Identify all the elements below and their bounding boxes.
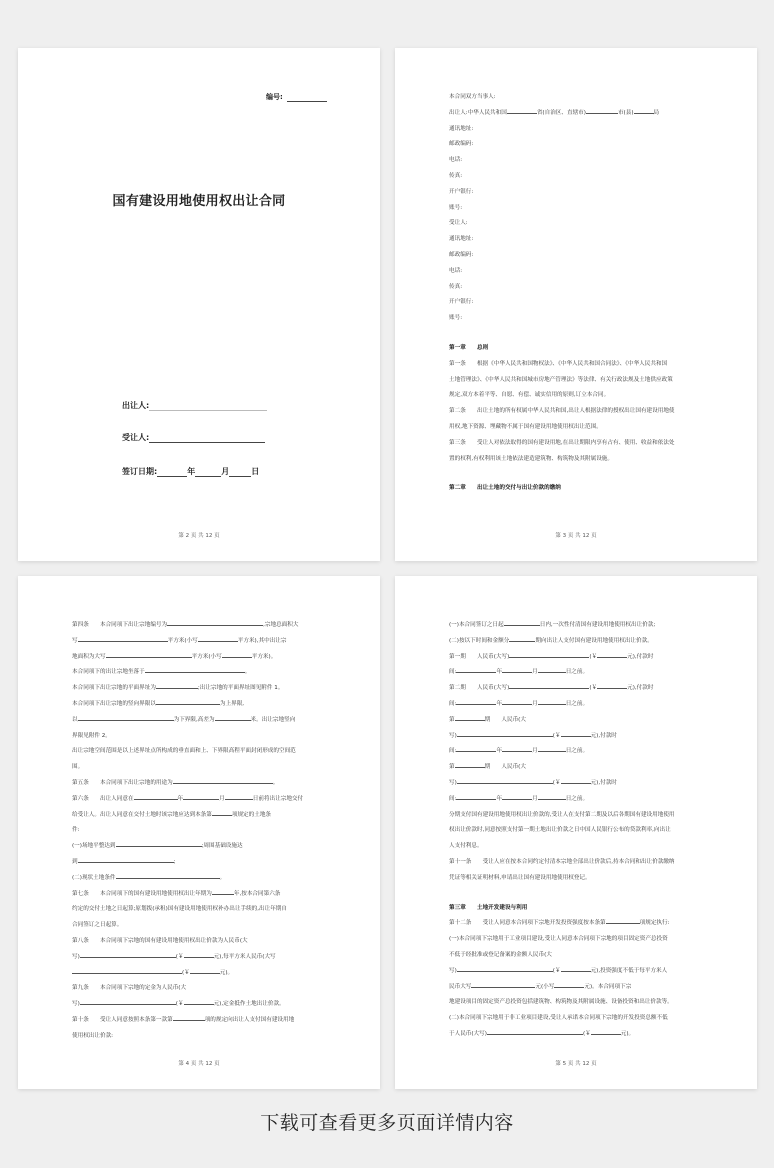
- text: 平方米(小写: [167, 637, 198, 644]
- blank: [190, 967, 220, 974]
- text: 平方米),其中出让宗: [237, 637, 287, 644]
- blank: [80, 951, 176, 958]
- text-line: 传真:: [449, 172, 463, 179]
- text-line: 件:: [72, 827, 80, 834]
- grantor-label: 出让人:: [122, 401, 150, 410]
- text: 日前将出让宗地交付: [252, 795, 304, 802]
- blank: [597, 651, 627, 658]
- text: 第六条 出让人同意在: [72, 795, 134, 802]
- text: 期 人民币(大: [484, 764, 526, 771]
- text: 日之前。: [565, 700, 589, 707]
- blank: [222, 651, 252, 658]
- blank: [597, 682, 627, 689]
- text: 本合同项下的出让宗地坐落于: [72, 669, 145, 676]
- sign-date-label: 签订日期:: [122, 467, 158, 476]
- text: 月: [219, 795, 225, 802]
- text-line: [449, 964, 715, 980]
- text-line: 电话:: [449, 267, 463, 274]
- text-line: [449, 760, 715, 776]
- text: 元),付款时: [627, 653, 654, 660]
- text: 写): [449, 732, 457, 739]
- page-body: [449, 90, 715, 497]
- text: 第一期 人民币(大写): [449, 653, 510, 660]
- blank: [606, 917, 640, 924]
- sign-date-line: [122, 466, 259, 477]
- blank: [145, 666, 245, 673]
- text-line: 本合同双方当事人:: [449, 94, 496, 100]
- blank: [509, 682, 589, 689]
- text: (￥: [552, 732, 561, 739]
- download-caption: 下载可查看更多页面详情内容: [260, 1112, 514, 1134]
- text: (￥: [552, 967, 561, 974]
- blank: [215, 714, 251, 721]
- text-line: 约定的交付土地之日起算;原划拨(承租)国有建设用地使用权补办出让手续的,出让年期自: [72, 906, 287, 913]
- blank: [167, 619, 263, 626]
- blank: [538, 793, 566, 800]
- blank: [198, 635, 238, 642]
- text-line: [72, 950, 338, 966]
- text-line: [72, 887, 338, 903]
- blank: [502, 698, 532, 705]
- text-line: [72, 839, 338, 855]
- text: 给受让人。出让人同意在交付土地时该宗地应达到本条第: [72, 811, 212, 818]
- year-blank: [157, 468, 187, 477]
- text-line: [449, 650, 715, 666]
- text-line: [449, 665, 715, 681]
- blank: [502, 666, 532, 673]
- text-line: [72, 697, 338, 713]
- text: 期 人民币(大: [484, 716, 526, 723]
- blank: [504, 619, 540, 626]
- blank: [78, 714, 174, 721]
- text: 元),付款时: [590, 779, 617, 786]
- text-line: 分期支付国有建设用地使用权出让价款的,受让人在支付第二期及以后各期国有建设用地使用: [449, 811, 675, 818]
- month-blank: [195, 468, 221, 477]
- text: ,宗地总面积大: [263, 622, 299, 628]
- text-line: 第三条 受让人对依法取得的国有建设用地,在出让期限内享有占有、使用、收益和依法处: [449, 439, 675, 446]
- text-line: [449, 634, 715, 650]
- blank: [116, 872, 220, 879]
- text: 平方米(小写: [191, 653, 222, 660]
- text: 月: [532, 700, 538, 707]
- text: 第: [449, 716, 455, 723]
- text: 平方米)。: [251, 653, 277, 660]
- text: 。: [244, 669, 251, 676]
- text-line: 通讯地址:: [449, 125, 474, 132]
- text-line: 围。: [72, 764, 84, 771]
- text-line: 土地管理法》、《中华人民共和国城市房地产管理法》等法律、有关行政法规及土地供应政策: [449, 376, 673, 383]
- blank: [591, 1028, 621, 1035]
- blank: [72, 967, 182, 974]
- blank: [78, 635, 168, 642]
- text: (￥: [552, 779, 561, 786]
- text: 本合同项下出让宗地的竖向界限以: [72, 700, 156, 707]
- text: 期向出让人支付国有建设用地使用权出让价款。: [535, 637, 653, 644]
- blank: [561, 730, 591, 737]
- blank: [507, 107, 537, 114]
- text-line: [449, 729, 715, 745]
- blank: [502, 793, 532, 800]
- text: 元(小写: [535, 983, 555, 990]
- text: (二)按以下时间和金额分: [449, 637, 510, 644]
- text: (￥: [589, 685, 598, 692]
- text: 第十条 受让人同意按照本条第一款第: [72, 1016, 173, 1023]
- blank: [502, 745, 532, 752]
- text-line: 第二条 出让土地的所有权属中华人民共和国,出让人根据法律的授权出让国有建设用地使: [449, 408, 675, 415]
- text-line: [72, 776, 338, 792]
- text-line: 合同签订之日起算。: [72, 922, 123, 929]
- blank: [184, 998, 214, 1005]
- text: 日之前。: [565, 669, 589, 676]
- text: (￥: [589, 653, 598, 660]
- text: 年: [177, 795, 184, 802]
- blank: [183, 793, 219, 800]
- blank: [212, 809, 232, 816]
- text: 局: [653, 109, 660, 116]
- grantor-line: [449, 106, 715, 122]
- blank: [457, 965, 553, 972]
- blank: [156, 698, 220, 705]
- blank: [586, 107, 618, 114]
- blank: [212, 888, 234, 895]
- page-footer: 第 2 页 共 12 页: [178, 533, 220, 539]
- page-2: [18, 48, 380, 561]
- text-line: 通讯地址:: [449, 236, 474, 243]
- text-line: [449, 697, 715, 713]
- text-line: 用权,地下资源、埋藏物不属于国有建设用地使用权出让范围。: [449, 423, 602, 430]
- blank: [116, 840, 202, 847]
- text: 写): [449, 967, 457, 974]
- text: 民币大写: [449, 983, 472, 990]
- day-blank: [229, 468, 251, 477]
- text: 以: [72, 716, 78, 723]
- text: 地面积为大写: [72, 653, 106, 660]
- blank: [78, 856, 174, 863]
- text: 年: [496, 748, 503, 755]
- text-line: [449, 776, 715, 792]
- text-line: [72, 650, 338, 666]
- text: 。: [219, 874, 226, 881]
- text: 为下界限,高差为: [173, 716, 215, 723]
- text-line: 界限见附件 2。: [72, 732, 111, 739]
- month-label: 月: [221, 467, 230, 476]
- year-label: 年: [187, 467, 196, 476]
- text-line: 邮政编码:: [449, 251, 474, 258]
- blank: [455, 761, 485, 768]
- text-line: [449, 792, 715, 808]
- text: 年: [496, 795, 503, 802]
- text: 第七条 本合同项下的国有建设用地使用权出让年期为: [72, 890, 212, 897]
- text: (￥: [182, 969, 190, 976]
- text-line: 账号:: [449, 204, 463, 211]
- text-line: [449, 980, 715, 996]
- text: 项的规定向出让人支付国有建设用地: [204, 1016, 295, 1023]
- text: 元)。本合同项下宗: [584, 983, 632, 990]
- text: 间:: [449, 669, 457, 676]
- text: 间:: [449, 748, 457, 755]
- text: 日之前。: [565, 748, 589, 755]
- text: 第二期 人民币(大写): [449, 685, 510, 692]
- blank: [554, 981, 584, 988]
- text: 间:: [449, 795, 457, 802]
- text: 市(县): [617, 109, 634, 116]
- text: 日内,一次性付清国有建设用地使用权出让价款;: [539, 622, 656, 628]
- text-line: 人支付利息。: [449, 843, 483, 850]
- page-footer: 第 3 页 共 12 页: [555, 533, 597, 539]
- contract-number: [266, 92, 327, 102]
- text-line: [72, 634, 338, 650]
- text: 月: [532, 795, 538, 802]
- text: 出让人:中华人民共和国: [449, 109, 507, 116]
- text: 写): [449, 779, 457, 786]
- text-line: 邮政编码:: [449, 141, 474, 148]
- blank: [561, 777, 591, 784]
- blank: [509, 651, 589, 658]
- text: 元),付款时: [590, 732, 617, 739]
- text: 年: [496, 700, 503, 707]
- text: 元),定金抵作土地出让价款。: [213, 1001, 285, 1008]
- page-body: [72, 618, 338, 1045]
- blank: [173, 777, 273, 784]
- contract-number-blank: [287, 94, 327, 102]
- text: 米。出让宗地竖向: [250, 716, 296, 723]
- blank: [184, 951, 214, 958]
- text-line: [449, 618, 715, 634]
- text-line: [72, 966, 338, 982]
- text-line: 开户银行:: [449, 188, 474, 195]
- text: (￥: [175, 1001, 184, 1008]
- text: 。: [272, 779, 279, 786]
- text: 于人民币(大写): [449, 1030, 487, 1037]
- blank: [456, 793, 496, 800]
- text: ;周围基础设施达: [201, 843, 243, 850]
- text-line: [449, 1027, 715, 1043]
- grantor-line: [122, 400, 267, 411]
- text-line: 第九条 本合同项下宗地的定金为人民币(大: [72, 985, 187, 992]
- blank: [538, 745, 566, 752]
- text: 第十二条 受让人同意本合同项下宗地开发投资强度按本条第: [449, 920, 606, 927]
- day-label: 日: [251, 467, 260, 476]
- text-line: (一)本合同项下宗地用于工业项目建设,受让人同意本合同项下宗地的项目固定资产总投资: [449, 936, 668, 943]
- text-line: [449, 681, 715, 697]
- text: (￥: [582, 1030, 591, 1037]
- text: 为上界限,: [219, 700, 245, 707]
- text-line: 规定,双方本着平等、自愿、有偿、诚实信用的原则,订立本合同。: [449, 392, 610, 399]
- text-line: 账号:: [449, 315, 463, 322]
- text: ;出让宗地的平面界址图见附件 1。: [197, 685, 284, 692]
- page-footer: 第 4 页 共 12 页: [178, 1061, 220, 1067]
- text: 元)。: [620, 1030, 635, 1037]
- text-line: 第一条 根据《中华人民共和国物权法》、《中华人民共和国合同法》、《中华人民共和国: [449, 360, 668, 367]
- text-line: 电话:: [449, 157, 463, 164]
- text-line: [72, 1013, 338, 1029]
- text: (一)场地平整达到: [72, 843, 116, 850]
- page-body: [449, 618, 715, 1043]
- text: 元),付款时: [627, 685, 654, 692]
- blank: [538, 698, 566, 705]
- text: 到: [72, 858, 78, 865]
- text: 元),投资强度不低于每平方米人: [590, 967, 668, 974]
- grantee-blank: [149, 434, 265, 443]
- text: (一)本合同签订之日起: [449, 622, 504, 628]
- text: 项规定执行:: [639, 920, 670, 927]
- text: 间:: [449, 700, 457, 707]
- text: 本合同项下出让宗地的平面界址为: [72, 685, 156, 692]
- blank: [561, 965, 591, 972]
- blank: [457, 777, 553, 784]
- page-4: [18, 576, 380, 1089]
- grantor-blank: [149, 402, 267, 411]
- text: 省(自治区、直辖市): [536, 109, 586, 116]
- text-line: [72, 997, 338, 1013]
- blank: [456, 666, 496, 673]
- blank: [156, 682, 198, 689]
- blank: [225, 793, 253, 800]
- text-line: 传真:: [449, 283, 463, 290]
- chapter-heading: 第三章 土地开发建设与利用: [449, 904, 528, 911]
- text: (￥: [175, 953, 184, 960]
- text: 写): [72, 953, 80, 960]
- text: 写): [72, 1001, 80, 1008]
- blank: [509, 635, 535, 642]
- chapter-heading: 第二章 出让土地的交付与出让价款的缴纳: [449, 485, 561, 492]
- grantee-label: 受让人:: [122, 433, 150, 442]
- text: 项规定的土地条: [231, 811, 272, 818]
- text-line: 出让宗地空间范围是以上述界址点所构成的垂直面和上、下界限高程平面封闭形成的空间范: [72, 748, 296, 755]
- text: 年,按本合同第六条: [233, 890, 281, 897]
- text: 第四条 本合同项下出让宗地编号为: [72, 622, 168, 628]
- chapter-heading: 第一章 总则: [449, 344, 489, 351]
- text-line: [449, 744, 715, 760]
- text-line: [72, 871, 338, 887]
- blank: [134, 793, 178, 800]
- text-line: [72, 713, 338, 729]
- text-line: (二)本合同项下宗地用于非工业项目建设,受让人承诺本合同项下宗地的开发投资总额不低: [449, 1015, 668, 1022]
- grantee-line: [122, 432, 265, 443]
- text: 日之前。: [565, 795, 589, 802]
- text: ;: [173, 858, 176, 865]
- text: 第五条 本合同项下出让宗地的用途为: [72, 779, 173, 786]
- text: 年: [496, 669, 503, 676]
- text-line: 第十一条 受让人应在按本合同约定付清本宗地全部出让价款后,持本合同和出让价款缴纳: [449, 858, 675, 865]
- blank: [80, 998, 176, 1005]
- text-line: [72, 665, 338, 681]
- text-line: [72, 681, 338, 697]
- page-5: [395, 576, 757, 1089]
- blank: [456, 698, 496, 705]
- blank: [455, 714, 485, 721]
- blank: [173, 1014, 205, 1021]
- contract-number-label: 编号:: [266, 93, 283, 101]
- text-line: 使用权出让价款:: [72, 1032, 114, 1039]
- text: 写: [72, 637, 78, 644]
- text-line: 受让人:: [449, 220, 468, 227]
- text-line: [449, 916, 715, 932]
- text: 第: [449, 764, 455, 771]
- text-line: [72, 792, 338, 808]
- text-line: 不低于经批准或登记备案的金额人民币(大: [449, 951, 552, 958]
- text-line: [449, 713, 715, 729]
- text: 月: [532, 669, 538, 676]
- text-line: [72, 618, 338, 634]
- text-line: 权出让价款时,同意按照支付第一期土地出让价款之日中国人民银行公布的贷款利率,向出让: [449, 827, 671, 834]
- blank: [634, 107, 654, 114]
- text: 月: [532, 748, 538, 755]
- text-line: 第八条 本合同项下宗地的国有建设用地使用权出让价款为人民币(大: [72, 937, 248, 944]
- text: (二)现状土地条件: [72, 874, 116, 881]
- text-line: 地建设项目的固定资产总投资包括建筑物、构筑物及其附属设施、设备投资和出让价款等。: [449, 999, 673, 1006]
- text: 元),每平方米人民币(大写: [213, 953, 276, 960]
- text-line: 开户银行:: [449, 299, 474, 306]
- text-line: [72, 855, 338, 871]
- page-3: [395, 48, 757, 561]
- text-line: 置的权利,有权利用该土地依法建造建筑物、构筑物及其附属设施。: [449, 455, 613, 462]
- contract-title: 国有建设用地使用权出让合同: [112, 194, 286, 209]
- blank: [106, 651, 192, 658]
- text: 元)。: [219, 969, 234, 976]
- page-footer: 第 5 页 共 12 页: [555, 1061, 597, 1067]
- blank: [471, 981, 535, 988]
- blank: [456, 745, 496, 752]
- text-line: 凭证等相关证明材料,申请出让国有建设用地使用权登记。: [449, 874, 591, 881]
- text-line: [72, 808, 338, 824]
- blank: [538, 666, 566, 673]
- blank: [487, 1028, 583, 1035]
- blank: [457, 730, 553, 737]
